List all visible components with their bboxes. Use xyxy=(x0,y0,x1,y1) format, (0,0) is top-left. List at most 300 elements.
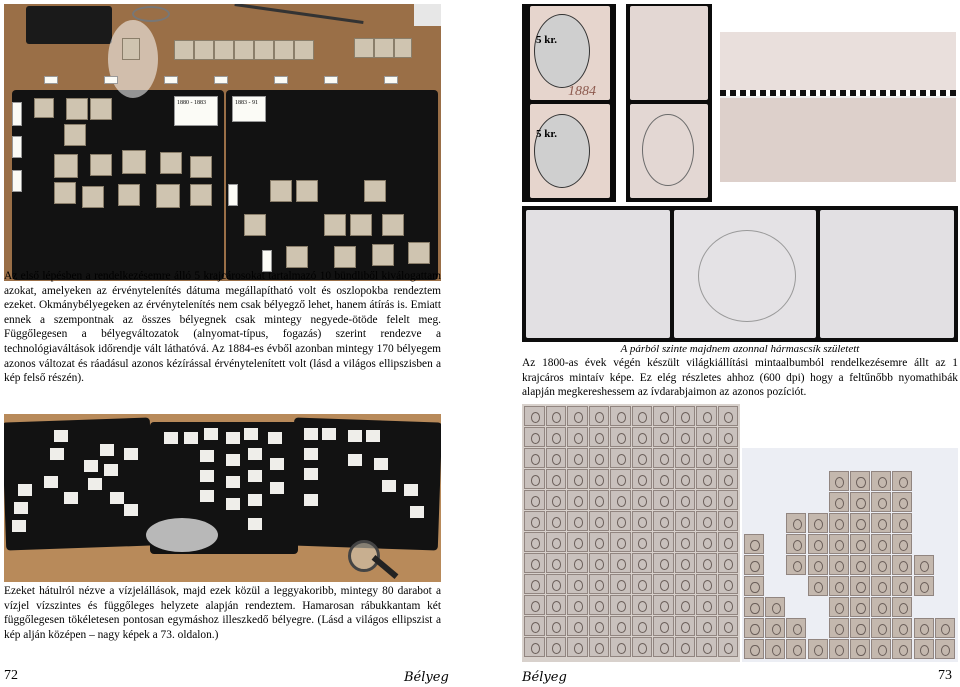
sheet-stamp xyxy=(524,532,545,552)
perforation-strip xyxy=(720,98,956,182)
sheet-stamp xyxy=(632,427,653,447)
watermark-stamp xyxy=(322,428,336,440)
sheet-stamp xyxy=(718,532,739,552)
arranged-stamp xyxy=(744,555,764,575)
sheet-stamp xyxy=(589,574,610,594)
stamp xyxy=(214,40,234,60)
sheet-stamp xyxy=(546,532,567,552)
stamp xyxy=(54,182,76,204)
watermark-stamp xyxy=(304,494,318,506)
arranged-stamp xyxy=(892,576,912,596)
arranged-stamp xyxy=(786,618,806,638)
arranged-stamp xyxy=(829,513,849,533)
sheet-stamp xyxy=(653,490,674,510)
arranged-stamp xyxy=(744,639,764,659)
sheet-stamp xyxy=(546,574,567,594)
sheet-stamp xyxy=(653,616,674,636)
sheet-stamp xyxy=(675,637,696,657)
watermark-stamp xyxy=(18,484,32,496)
sheet-stamp xyxy=(632,595,653,615)
arranged-stamp xyxy=(744,576,764,596)
stamp-album-case xyxy=(26,6,112,44)
sheet-stamp xyxy=(696,595,717,615)
arranged-stamps-photo xyxy=(742,448,958,662)
watermark-stamp xyxy=(14,502,28,514)
sheet-stamp xyxy=(567,448,588,468)
sheet-stamp xyxy=(718,490,739,510)
stamp xyxy=(334,246,356,268)
highlight-ellipse xyxy=(146,518,218,552)
arranged-stamp xyxy=(829,534,849,554)
sheet-stamp xyxy=(567,511,588,531)
arranged-stamp xyxy=(892,597,912,617)
sheet-stamp xyxy=(696,469,717,489)
middle-left-photo xyxy=(4,414,441,582)
arranged-stamp xyxy=(808,534,828,554)
year-tab xyxy=(324,76,338,84)
watermark-stamp xyxy=(164,432,178,444)
sheet-stamp xyxy=(696,574,717,594)
arranged-stamp xyxy=(829,471,849,491)
sheet-stamp xyxy=(610,532,631,552)
stamp-back xyxy=(630,6,708,100)
arranged-stamp xyxy=(935,618,955,638)
arranged-stamp xyxy=(892,513,912,533)
left-paragraph-2: Ezeket hátulról nézve a vízjelállások, majd ezek közül a leggyakoribb, mintegy 80 darabot a vízjel vízszintes és függőleges helyzete alapján rendeztem. Hamarosan rábukkantam két függőlegesen tökéletesen pontosan egymáshoz illeszkedő bélyegre. (Lásd a világos ellipszist a kép alján középen – nagy képek a 73. oldalon.) xyxy=(4,585,441,641)
stamp xyxy=(122,150,146,174)
watermark-stamp xyxy=(200,490,214,502)
year-tab xyxy=(274,76,288,84)
stamp xyxy=(408,242,430,264)
sheet-stamp xyxy=(718,595,739,615)
sheet-stamp xyxy=(589,469,610,489)
watermark-stamp xyxy=(100,444,114,456)
arranged-stamp xyxy=(808,639,828,659)
stamp-back-photo xyxy=(626,4,712,202)
stamp xyxy=(286,246,308,268)
stamp xyxy=(394,38,412,58)
watermark-stamp xyxy=(124,448,138,460)
stamp-value: 5 kr. xyxy=(536,34,557,46)
arranged-stamp xyxy=(808,576,828,596)
arranged-stamp xyxy=(871,513,891,533)
sheet-stamp xyxy=(589,553,610,573)
stamp xyxy=(254,40,274,60)
arranged-stamp xyxy=(892,492,912,512)
watermark-stamp xyxy=(410,506,424,518)
stamp xyxy=(82,186,104,208)
sheet-stamp xyxy=(524,427,545,447)
sheet-stamp xyxy=(589,532,610,552)
arranged-stamp xyxy=(871,576,891,596)
stamp xyxy=(364,180,386,202)
sheet-stamp xyxy=(610,448,631,468)
left-paragraph-1: Az első lépésben a rendelkezésemre álló 5 krajcárosokat tartalmazó 10 bündliből kiválogattam azokat, amelyeken az érvénytelenítés dátuma megállapítható volt és oszlopokba rendeztem ezeket. Okmánybélyegeken az érvénytelenítés nem csak bélyegző lehet, hanem átírás is. Emiatt ennek a szempontnak az összes bélyegnek csak mintegy negyede-ötöde felelt meg. Függőlegesen a bélyegváltozatok (alnyomat-típus, fogazás) szerint rendezve a technológiaváltások időrendje vált láthatóvá. Az 1884-es évből azonban mintegy 170 bélyegem azonos változat és ráadásul azonos kézírással érvénytelenített volt (lásd a világos ellipszisben a kép felső részén). xyxy=(4,270,441,385)
stamp xyxy=(350,214,372,236)
sheet-stamp xyxy=(610,469,631,489)
watermark-stamp xyxy=(110,492,124,504)
stamp xyxy=(90,98,112,120)
watermark-stamp xyxy=(104,464,118,476)
sheet-stamp xyxy=(524,616,545,636)
sheet-stamp xyxy=(546,616,567,636)
sheet-stamp xyxy=(675,595,696,615)
sheet-stamp xyxy=(718,616,739,636)
stamp xyxy=(34,98,54,118)
sheet-stamp xyxy=(567,490,588,510)
sheet-stamp xyxy=(632,553,653,573)
tweezers-icon xyxy=(234,4,363,24)
stamp xyxy=(382,214,404,236)
year-tab xyxy=(44,76,58,84)
sheet-stamp xyxy=(653,406,674,426)
sheet-stamp xyxy=(653,448,674,468)
arranged-stamp xyxy=(808,513,828,533)
sheet-stamp xyxy=(610,427,631,447)
sheet-stamp xyxy=(589,427,610,447)
watermark-stamp xyxy=(204,428,218,440)
arranged-stamp xyxy=(765,618,785,638)
watermark-stamp xyxy=(268,432,282,444)
year-note-text: 1883 - 91 xyxy=(235,100,258,106)
sheet-stamp xyxy=(546,595,567,615)
stamp xyxy=(160,152,182,174)
watermark-stamp xyxy=(304,468,318,480)
watermark-stamp xyxy=(348,454,362,466)
sheet-stamp xyxy=(567,469,588,489)
watermark-stamp xyxy=(54,430,68,442)
arranged-stamp xyxy=(850,492,870,512)
stamp xyxy=(270,180,292,202)
arranged-stamp xyxy=(850,597,870,617)
watermark-stamp xyxy=(304,428,318,440)
sheet-stamp xyxy=(610,616,631,636)
sheet-stamp xyxy=(696,427,717,447)
left-logo: Bélyeg xyxy=(404,670,449,685)
sheet-stamp xyxy=(546,553,567,573)
sheet-stamp xyxy=(610,574,631,594)
arranged-stamp xyxy=(892,639,912,659)
watermark-stamp xyxy=(50,448,64,460)
arranged-stamp xyxy=(892,618,912,638)
stamp xyxy=(294,40,314,60)
year-tab xyxy=(104,76,118,84)
right-page-number: 73 xyxy=(938,668,952,683)
sheet-stamp xyxy=(524,469,545,489)
watermark-stamp xyxy=(84,460,98,472)
arranged-stamp xyxy=(850,576,870,596)
stamp xyxy=(66,98,88,120)
right-caption: A párból szinte majdnem azonnal hármascsík született xyxy=(620,343,860,355)
watermark-stamp xyxy=(404,484,418,496)
sheet-stamp xyxy=(675,511,696,531)
sheet-stamp xyxy=(718,511,739,531)
watermark-stamp xyxy=(200,470,214,482)
stamp xyxy=(274,40,294,60)
stamp xyxy=(244,214,266,236)
arranged-stamp xyxy=(786,513,806,533)
arranged-stamp xyxy=(935,639,955,659)
sheet-stamp xyxy=(546,490,567,510)
sheet-stamp xyxy=(546,448,567,468)
stamp-value: 5 kr. xyxy=(536,128,557,140)
sheet-stamp xyxy=(632,448,653,468)
sheet-stamp xyxy=(696,490,717,510)
arranged-stamp xyxy=(850,534,870,554)
sheet-stamp xyxy=(524,406,545,426)
sheet-stamp xyxy=(567,637,588,657)
sheet-stamp xyxy=(718,553,739,573)
stamp xyxy=(190,156,212,178)
watermark-stamp xyxy=(64,492,78,504)
sheet-stamp xyxy=(718,574,739,594)
year-tab xyxy=(228,184,238,206)
stamp xyxy=(64,124,86,146)
sheet-stamp xyxy=(632,532,653,552)
stamp xyxy=(324,214,346,236)
sheet-stamp xyxy=(675,574,696,594)
arranged-stamp xyxy=(871,639,891,659)
sheet-stamp xyxy=(675,427,696,447)
sheet-stamp xyxy=(567,553,588,573)
sheet-stamp xyxy=(546,427,567,447)
right-paragraph: Az 1800-as évek végén készült világkiállítási mintaalbumból rendelkezésemre állt az 1 krajcáros mintaív képe. Ez elég részletes ahhoz (600 dpi) hogy a feltűnőbb nyomathibák alapján megkereshessem az ívdarabjaimon az azonos pozíciót. xyxy=(522,357,958,399)
sheet-stamp xyxy=(610,511,631,531)
arranged-stamp xyxy=(829,555,849,575)
watermark-stamp xyxy=(270,458,284,470)
sheet-stamp xyxy=(675,448,696,468)
sheet-stamp xyxy=(696,637,717,657)
sheet-stamp xyxy=(675,469,696,489)
arranged-stamp xyxy=(914,639,934,659)
arranged-stamp xyxy=(892,555,912,575)
arranged-stamp xyxy=(892,534,912,554)
sheet-stamp xyxy=(610,595,631,615)
watermark-stamp xyxy=(366,430,380,442)
year-tab xyxy=(12,170,22,192)
arranged-stamp xyxy=(850,618,870,638)
sheet-stamp xyxy=(524,553,545,573)
year-tab xyxy=(214,76,228,84)
arranged-stamp xyxy=(744,534,764,554)
arranged-stamp xyxy=(829,576,849,596)
arranged-stamp xyxy=(808,555,828,575)
arranged-stamp xyxy=(744,597,764,617)
stamp xyxy=(296,180,318,202)
watermark-stamp xyxy=(124,504,138,516)
sheet-stamp xyxy=(589,595,610,615)
sheet-stamp xyxy=(653,595,674,615)
arranged-stamp xyxy=(786,555,806,575)
watermark-stamp xyxy=(374,458,388,470)
watermark-stamp xyxy=(226,476,240,488)
sheet-stamp xyxy=(589,490,610,510)
sheet-stamp xyxy=(675,406,696,426)
year-tab xyxy=(384,76,398,84)
stamp xyxy=(374,38,394,58)
arranged-stamp xyxy=(914,618,934,638)
sheet-stamp xyxy=(567,616,588,636)
arranged-stamp xyxy=(871,618,891,638)
magnifier-icon xyxy=(132,6,170,22)
stamp xyxy=(194,40,214,60)
arranged-stamp xyxy=(914,576,934,596)
arranged-stamp xyxy=(765,639,785,659)
arranged-stamp xyxy=(871,534,891,554)
sheet-stamp xyxy=(632,511,653,531)
sheet-stamp xyxy=(589,511,610,531)
arranged-stamp xyxy=(850,513,870,533)
arranged-stamp xyxy=(914,555,934,575)
sheet-stamp xyxy=(696,553,717,573)
sheet-stamp xyxy=(589,616,610,636)
arranged-stamp xyxy=(744,618,764,638)
sheet-stamp xyxy=(696,511,717,531)
stamp xyxy=(174,40,194,60)
arranged-stamp xyxy=(850,639,870,659)
left-page-number: 72 xyxy=(4,668,18,683)
sheet-stamp xyxy=(632,406,653,426)
arranged-stamp xyxy=(850,555,870,575)
sheet-stamp xyxy=(675,490,696,510)
stamp-oval xyxy=(534,114,590,188)
year-note-text: 1880 - 1883 xyxy=(177,100,206,106)
paper-sheet xyxy=(414,4,441,26)
arranged-stamp xyxy=(892,471,912,491)
perforation-line xyxy=(720,90,956,96)
watermark-stamp xyxy=(526,210,670,338)
stamp xyxy=(118,184,140,206)
sheet-stamp xyxy=(567,427,588,447)
right-logo: Bélyeg xyxy=(522,670,567,685)
stamp-oval xyxy=(534,14,590,88)
watermark-stamp xyxy=(304,448,318,460)
stamp xyxy=(122,38,140,60)
stamp xyxy=(354,38,374,58)
watermark-stamp xyxy=(226,498,240,510)
sheet-stamp xyxy=(696,616,717,636)
arranged-stamp xyxy=(829,597,849,617)
sheet-stamp xyxy=(524,511,545,531)
sheet-stamp xyxy=(675,532,696,552)
stamp xyxy=(90,154,112,176)
year-note xyxy=(232,96,266,122)
sheet-stamp xyxy=(610,490,631,510)
sheet-stamp xyxy=(632,637,653,657)
arranged-stamp xyxy=(786,534,806,554)
arranged-stamp xyxy=(829,639,849,659)
watermark-stamp xyxy=(248,494,262,506)
sheet-stamp xyxy=(696,532,717,552)
sample-sheet-photo xyxy=(522,404,740,662)
watermark-stamp xyxy=(382,480,396,492)
arranged-stamp xyxy=(829,492,849,512)
stamp xyxy=(156,184,180,208)
arranged-stamp xyxy=(765,597,785,617)
year-tab xyxy=(12,136,22,158)
arranged-stamp xyxy=(850,471,870,491)
sheet-stamp xyxy=(653,574,674,594)
watermark-stamp xyxy=(244,428,258,440)
sheet-stamp xyxy=(546,406,567,426)
stamp xyxy=(54,154,78,178)
sheet-stamp xyxy=(653,427,674,447)
stamp xyxy=(190,184,212,206)
sheet-stamp xyxy=(718,637,739,657)
year-tab xyxy=(12,102,22,126)
sheet-stamp xyxy=(632,469,653,489)
arranged-stamp xyxy=(871,471,891,491)
sheet-stamp xyxy=(524,574,545,594)
watermark-stamp xyxy=(348,430,362,442)
sheet-stamp xyxy=(718,406,739,426)
sheet-stamp xyxy=(675,553,696,573)
watermark-stamp xyxy=(226,432,240,444)
sheet-stamp xyxy=(546,637,567,657)
sheet-stamp xyxy=(546,511,567,531)
sheet-stamp xyxy=(632,490,653,510)
arranged-stamp xyxy=(786,639,806,659)
sheet-stamp xyxy=(524,595,545,615)
perforation-closeup-photo xyxy=(720,32,956,182)
watermark-oval xyxy=(698,230,796,322)
arranged-stamp xyxy=(871,492,891,512)
sheet-stamp xyxy=(524,448,545,468)
sheet-stamp xyxy=(718,427,739,447)
sheet-stamp xyxy=(567,406,588,426)
sheet-stamp xyxy=(524,637,545,657)
watermark-stamp xyxy=(44,476,58,488)
watermark-photos xyxy=(522,206,958,342)
arranged-stamp xyxy=(871,555,891,575)
watermark-stamp xyxy=(248,470,262,482)
sheet-stamp xyxy=(610,406,631,426)
sheet-stamp xyxy=(546,469,567,489)
sheet-stamp xyxy=(589,448,610,468)
sheet-stamp xyxy=(589,637,610,657)
sheet-stamp xyxy=(653,532,674,552)
sheet-stamp xyxy=(653,637,674,657)
watermark-stamp xyxy=(226,454,240,466)
sheet-stamp xyxy=(524,490,545,510)
sheet-stamp xyxy=(567,574,588,594)
watermark-stamp xyxy=(820,210,954,338)
stamp xyxy=(234,40,254,60)
sheet-stamp xyxy=(567,595,588,615)
watermark-stamp xyxy=(184,432,198,444)
watermark-stamp xyxy=(270,482,284,494)
sheet-stamp xyxy=(653,469,674,489)
watermark-stamp xyxy=(12,520,26,532)
sheet-stamp xyxy=(718,469,739,489)
sheet-stamp xyxy=(567,532,588,552)
sheet-stamp xyxy=(675,616,696,636)
stamp xyxy=(372,244,394,266)
sheet-stamp xyxy=(696,448,717,468)
watermark-stamp xyxy=(200,450,214,462)
sheet-stamp xyxy=(632,574,653,594)
year-note xyxy=(174,96,218,126)
sheet-stamp xyxy=(632,616,653,636)
sheet-stamp xyxy=(696,406,717,426)
watermark-oval xyxy=(642,114,694,186)
sheet-stamp xyxy=(718,448,739,468)
watermark-stamp xyxy=(88,478,102,490)
year-tab xyxy=(164,76,178,84)
sheet-stamp xyxy=(653,511,674,531)
sheet-stamp xyxy=(610,553,631,573)
sheet-stamp xyxy=(610,637,631,657)
